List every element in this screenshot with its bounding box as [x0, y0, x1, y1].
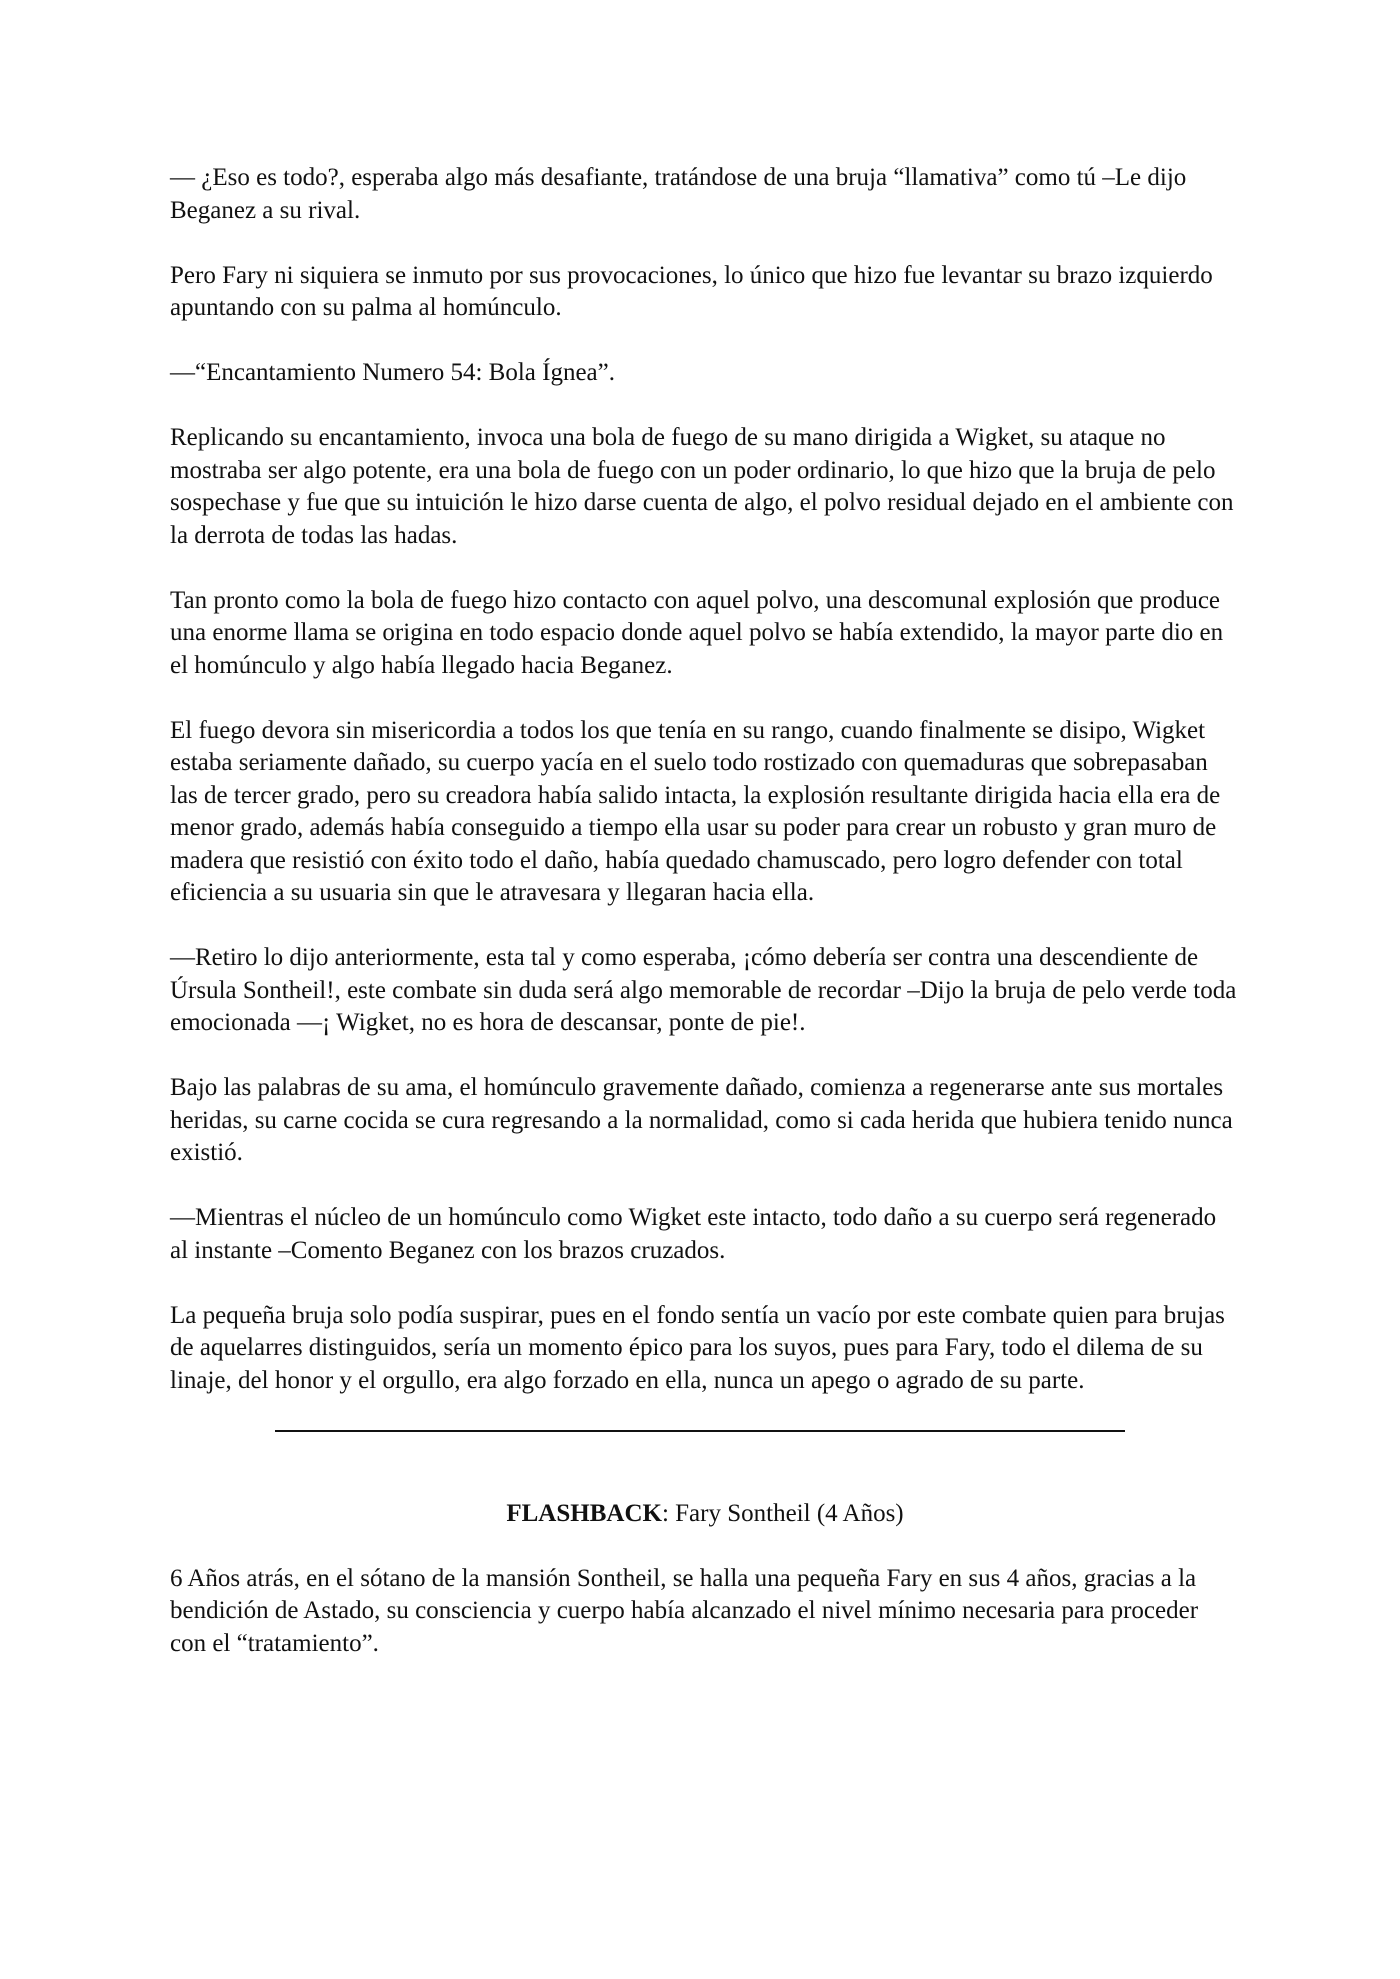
narration-paragraph: Tan pronto como la bola de fuego hizo contacto con aquel polvo, una descomunal explosión que produce una enorme llama se origina en todo espacio donde aquel polvo se había extendido, la mayor parte dio en el homúnculo y algo había llegado hacia Beganez.	[170, 586, 1224, 679]
narration-paragraph: Bajo las palabras de su ama, el homúnculo gravemente dañado, comienza a regenerarse ante sus mortales heridas, su carne cocida se cura regresando a la normalidad, como si cada herida que hubiera tenido nunca existió.	[170, 1074, 1233, 1166]
flashback-label: FLASHBACK	[506, 1499, 662, 1527]
narration-paragraph: Pero Fary ni siquiera se inmuto por sus provocaciones, lo único que hizo fue levantar su brazo izquierdo apuntando con su palma al homúnculo.	[170, 261, 1213, 321]
flashback-heading	[170, 1498, 1240, 1531]
flashback-paragraph: 6 Años atrás, en el sótano de la mansión Sontheil, se halla una pequeña Fary en sus 4 años, gracias a la bendición de Astado, su consciencia y cuerpo había alcanzado el nivel mínimo necesaria para proceder con el “tratamiento”.	[170, 1564, 1199, 1657]
flashback-title: Fary Sontheil (4 Años)	[675, 1499, 904, 1527]
narration-paragraph: La pequeña bruja solo podía suspirar, pues en el fondo sentía un vacío por este combate quien para brujas de aquelarres distinguidos, sería un momento épico para los suyos, pues para Fary, todo el dilema de su linaje, del honor y el orgullo, era algo forzado en ella, nunca un apego o agrado de su parte.	[170, 1301, 1225, 1394]
flashback-separator: :	[661, 1499, 676, 1527]
narration-paragraph: Replicando su encantamiento, invoca una bola de fuego de su mano dirigida a Wigket, su ataque no mostraba ser algo potente, era una bola de fuego con un poder ordinario, lo que hizo que la bruja de pelo sospechase y fue que su intuición le hizo darse cuenta de algo, el polvo residual dejado en el ambiente con la derrota de todas las hadas.	[170, 424, 1234, 549]
spell-incantation-paragraph: —“Encantamiento Numero 54: Bola Ígnea”.	[170, 359, 615, 386]
dialogue-paragraph: —Retiro lo dijo anteriormente, esta tal y como esperaba, ¡cómo debería ser contra una descendiente de Úrsula Sontheil!, este combate sin duda será algo memorable de recordar –Dijo la bruja de pelo verde toda emocionada —¡ Wigket, no es hora de descansar, ponte de pie!.	[170, 944, 1237, 1036]
document-page	[170, 162, 1240, 1693]
dialogue-paragraph: —Mientras el núcleo de un homúnculo como Wigket este intacto, todo daño a su cuerpo será regenerado al instante –Comento Beganez con los brazos cruzados.	[170, 1204, 1217, 1264]
narration-paragraph: El fuego devora sin misericordia a todos los que tenía en su rango, cuando finalmente se disipo, Wigket estaba seriamente dañado, su cuerpo yacía en el suelo todo rostizado con quemaduras que sobrepasaban las de tercer grado, pero su creadora había salido intacta, la explosión resultante dirigida hacia ella era de menor grado, además había conseguido a tiempo ella usar su poder para crear un robusto y gran muro de madera que resistió con éxito todo el daño, había quedado chamuscado, pero logro defender con total eficiencia a su usuaria sin que le atravesara y llegaran hacia ella.	[170, 716, 1221, 906]
dialogue-paragraph: — ¿Eso es todo?, esperaba algo más desafiante, tratándose de una bruja “llamativa” como tú –Le dijo Beganez a su rival.	[170, 164, 1187, 224]
section-divider	[275, 1430, 1125, 1432]
